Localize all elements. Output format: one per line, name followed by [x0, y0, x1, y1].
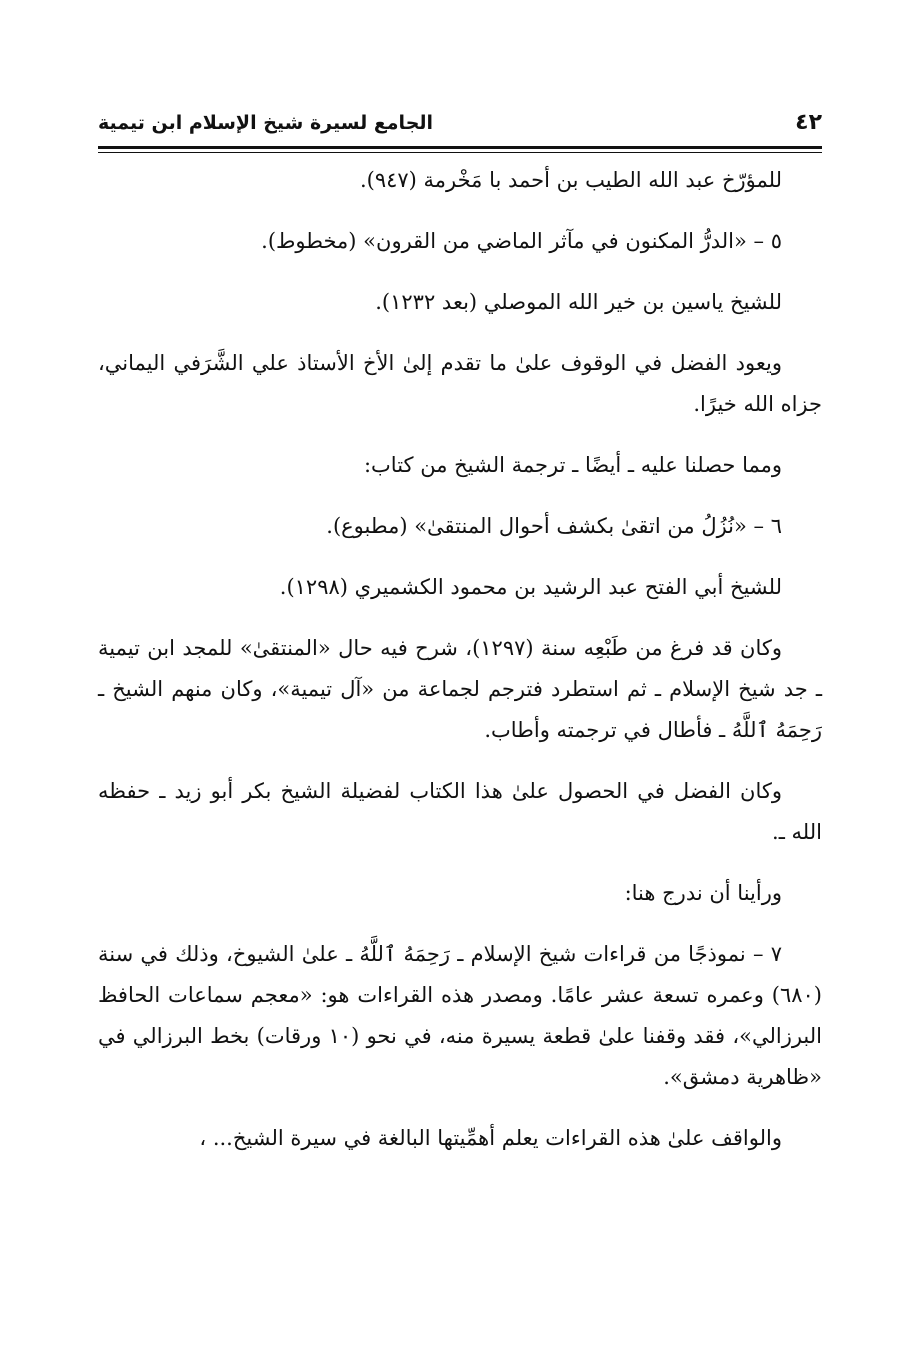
paragraph-6: ٦ – «نُزُلُ من اتقىٰ بكشف أحوال المنتقىٰ» (مطبوع). [326, 514, 782, 538]
paragraph-9: وكان الفضل في الحصول علىٰ هذا الكتاب لفضيلة الشيخ بكر أبو زيد ـ حفظه الله ـ. [98, 779, 822, 844]
paragraph-5: ومما حصلنا عليه ـ أيضًا ـ ترجمة الشيخ من كتاب: [363, 453, 782, 477]
paragraph-7: للشيخ أبي الفتح عبد الرشيد بن محمود الكشميري (١٢٩٨). [279, 575, 782, 599]
header-rule-thick [98, 146, 822, 149]
running-header [98, 110, 822, 146]
paragraph-2: ٥ – «الدرُّ المكنون في مآثر الماضي من القرون» (مخطوط). [261, 229, 782, 253]
header-rule-thin [98, 152, 822, 153]
paragraph-8: وكان قد فرغ من طَبْعِه سنة (١٢٩٧)، شرح فيه حال «المنتقىٰ» للمجد ابن تيمية ـ جد شيخ الإسلام ـ ثم استطرد فترجم لجماعة من «آل تيمية»، وكان منهم الشيخ ـ رَحِمَهُ ٱللَّهُ ـ فأطال في ترجمته وأطاب. [98, 636, 822, 742]
paragraph-12: والواقف علىٰ هذه القراءات يعلم أهمِّيتها البالغة في سيرة الشيخ... ، [199, 1126, 782, 1150]
paragraph-1: للمؤرّخ عبد الله الطيب بن أحمد با مَخْرمة (٩٤٧). [359, 168, 782, 192]
paragraph-10: ورأينا أن ندرج هنا: [624, 881, 782, 905]
paragraph-11: ٧ – نموذجًا من قراءات شيخ الإسلام ـ رَحِمَهُ ٱللَّهُ ـ علىٰ الشيوخ، وذلك في سنة (٦٨٠) وعمره تسعة عشر عامًا. ومصدر هذه القراءات هو: «معجم سماعات الحافظ البرزالي»، فقد وقفنا علىٰ قطعة يسيرة منه، في نحو (١٠ ورقات) بخط البرزالي في «ظاهرية دمشق». [98, 942, 822, 1089]
running-header-title: الجامع لسيرة شيخ الإسلام ابن تيمية [98, 112, 434, 134]
paragraph-3: للشيخ ياسين بن خير الله الموصلي (بعد ١٢٣٢). [375, 290, 782, 314]
page-number: ٤٢ [795, 110, 822, 135]
body-text [98, 160, 822, 1179]
paragraph-4: ويعود الفضل في الوقوف علىٰ ما تقدم إلىٰ الأخ الأستاذ علي الشَّرَفي اليماني، جزاه الله خيرًا. [98, 351, 822, 416]
